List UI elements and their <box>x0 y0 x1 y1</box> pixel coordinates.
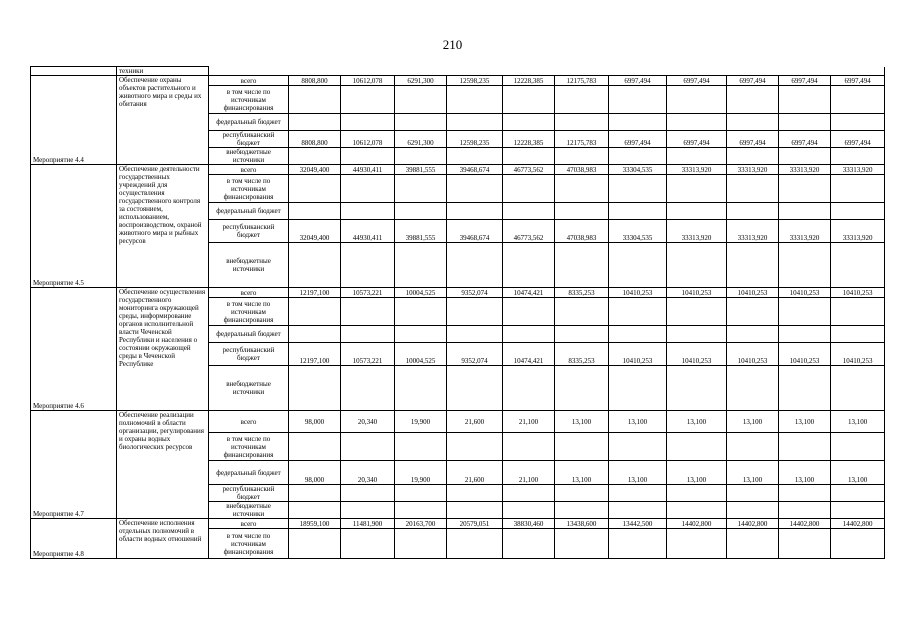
value-cell: 33313,920 <box>779 220 831 243</box>
value-cell: 10410,253 <box>831 343 885 366</box>
value-cell <box>667 298 727 326</box>
value-cell <box>555 114 609 131</box>
value-cell <box>609 529 667 559</box>
value-cell: 46773,562 <box>503 220 555 243</box>
source-label-cell: всего <box>209 76 289 86</box>
value-cell: 6997,494 <box>779 76 831 86</box>
value-cell: 13,100 <box>667 461 727 485</box>
value-cell <box>609 86 667 114</box>
value-cell <box>341 502 395 519</box>
value-cell <box>609 326 667 343</box>
value-cell <box>831 366 885 411</box>
carry-over-row <box>31 67 885 76</box>
value-cell <box>727 86 779 114</box>
value-cell: 33313,920 <box>727 165 779 175</box>
value-cell <box>667 502 727 519</box>
value-cell: 10410,253 <box>831 288 885 298</box>
value-cell: 32049,400 <box>289 220 341 243</box>
value-cell: 12197,100 <box>289 288 341 298</box>
value-cell: 6997,494 <box>779 131 831 148</box>
value-cell <box>341 298 395 326</box>
value-cell <box>555 485 609 502</box>
source-label-cell: в том числе по источникам финансирования <box>209 86 289 114</box>
value-cell: 33304,535 <box>609 220 667 243</box>
value-cell: 13,100 <box>779 411 831 433</box>
value-cell: 33313,920 <box>831 220 885 243</box>
value-cell <box>727 114 779 131</box>
value-cell: 8335,253 <box>555 288 609 298</box>
value-cell <box>447 529 503 559</box>
source-label-cell: в том числе по источникам финансирования <box>209 433 289 461</box>
value-cell: 20,340 <box>341 461 395 485</box>
value-cell: 20,340 <box>341 411 395 433</box>
value-cell: 6291,300 <box>395 131 447 148</box>
value-cell: 6997,494 <box>831 76 885 86</box>
value-cell: 12175,783 <box>555 131 609 148</box>
value-cell <box>289 502 341 519</box>
page-number: 210 <box>442 37 463 52</box>
value-cell: 38830,460 <box>503 519 555 529</box>
value-cell <box>341 366 395 411</box>
source-label-cell: федеральный бюджет <box>209 114 289 131</box>
value-cell: 12228,385 <box>503 76 555 86</box>
value-cell <box>341 203 395 220</box>
value-cell <box>831 502 885 519</box>
value-cell <box>341 326 395 343</box>
event-name-cell: Мероприятие 4.6 <box>31 288 117 411</box>
value-cell <box>727 298 779 326</box>
value-cell: 20163,700 <box>395 519 447 529</box>
value-cell: 10612,078 <box>341 76 395 86</box>
value-cell <box>831 529 885 559</box>
budget-row-total <box>31 288 885 298</box>
value-cell: 8808,800 <box>289 131 341 148</box>
budget-table <box>30 66 885 559</box>
value-cell <box>667 529 727 559</box>
value-cell: 32049,400 <box>289 165 341 175</box>
value-cell <box>341 529 395 559</box>
value-cell <box>609 485 667 502</box>
value-cell <box>289 148 341 165</box>
value-cell <box>289 114 341 131</box>
value-cell <box>667 366 727 411</box>
value-cell <box>447 366 503 411</box>
value-cell: 33313,920 <box>779 165 831 175</box>
value-cell <box>503 366 555 411</box>
value-cell: 13,100 <box>779 461 831 485</box>
value-cell: 21,600 <box>447 411 503 433</box>
source-label-cell: внебюджетные источники <box>209 243 289 288</box>
value-cell <box>667 243 727 288</box>
activity-cell: Обеспечение исполнения отдельных полномочий в области водных отношений <box>117 519 209 559</box>
value-cell <box>727 433 779 461</box>
activity-cell: Обеспечение деятельности государственных учреждений для осуществления государственного контроля за состоянием, использованием, воспроизводством, охраной животного мира и рыбных ресурсов <box>117 165 209 288</box>
value-cell <box>555 326 609 343</box>
value-cell: 98,000 <box>289 411 341 433</box>
source-label-cell: федеральный бюджет <box>209 461 289 485</box>
value-cell <box>779 529 831 559</box>
source-label-cell: всего <box>209 519 289 529</box>
value-cell: 10004,525 <box>395 288 447 298</box>
value-cell <box>831 485 885 502</box>
value-cell <box>395 485 447 502</box>
value-cell <box>503 326 555 343</box>
value-cell <box>289 366 341 411</box>
value-cell <box>667 203 727 220</box>
value-cell <box>289 529 341 559</box>
value-cell <box>447 203 503 220</box>
source-label-cell: республиканский бюджет <box>209 343 289 366</box>
value-cell: 6997,494 <box>667 131 727 148</box>
value-cell: 13,100 <box>727 461 779 485</box>
value-cell <box>727 243 779 288</box>
value-cell: 10573,221 <box>341 343 395 366</box>
value-cell: 13,100 <box>555 461 609 485</box>
value-cell <box>395 502 447 519</box>
value-cell <box>341 243 395 288</box>
value-cell <box>667 433 727 461</box>
value-cell <box>289 326 341 343</box>
value-cell <box>727 485 779 502</box>
value-cell <box>503 298 555 326</box>
value-cell: 6997,494 <box>667 76 727 86</box>
value-cell <box>727 366 779 411</box>
event-name-cell: Мероприятие 4.7 <box>31 411 117 519</box>
value-cell <box>395 243 447 288</box>
value-cell <box>341 433 395 461</box>
value-cell <box>555 298 609 326</box>
value-cell: 6997,494 <box>727 131 779 148</box>
value-cell: 13,100 <box>667 411 727 433</box>
value-cell <box>609 175 667 203</box>
value-cell <box>831 433 885 461</box>
value-cell <box>395 114 447 131</box>
value-cell <box>609 203 667 220</box>
value-cell: 44930,411 <box>341 165 395 175</box>
value-cell <box>395 86 447 114</box>
value-cell <box>555 502 609 519</box>
value-cell <box>289 298 341 326</box>
value-cell <box>503 203 555 220</box>
source-label-cell: республиканский бюджет <box>209 220 289 243</box>
value-cell <box>609 366 667 411</box>
value-cell: 33313,920 <box>831 165 885 175</box>
value-cell <box>555 433 609 461</box>
value-cell: 13,100 <box>831 411 885 433</box>
source-label-cell: в том числе по источникам финансирования <box>209 175 289 203</box>
event-name-cell: Мероприятие 4.5 <box>31 165 117 288</box>
activity-cell: Обеспечение охраны объектов растительного и животного мира и среды их обитания <box>117 76 209 165</box>
value-cell <box>289 175 341 203</box>
value-cell <box>289 433 341 461</box>
value-cell <box>609 114 667 131</box>
value-cell <box>727 175 779 203</box>
event-cell <box>31 67 117 76</box>
value-cell: 21,600 <box>447 461 503 485</box>
value-cell: 10410,253 <box>667 343 727 366</box>
event-name-cell: Мероприятие 4.8 <box>31 519 117 559</box>
value-cell: 19,900 <box>395 461 447 485</box>
value-cell: 13,100 <box>727 411 779 433</box>
value-cell <box>341 485 395 502</box>
value-cell <box>395 175 447 203</box>
source-label-cell: республиканский бюджет <box>209 131 289 148</box>
value-cell: 13,100 <box>555 411 609 433</box>
value-cell: 10410,253 <box>609 288 667 298</box>
value-cell <box>555 86 609 114</box>
source-label-cell: федеральный бюджет <box>209 326 289 343</box>
value-cell: 6997,494 <box>609 131 667 148</box>
value-cell <box>341 114 395 131</box>
value-cell: 13,100 <box>609 461 667 485</box>
activity-cell: техники <box>117 67 209 76</box>
value-cell <box>727 502 779 519</box>
value-cell: 10573,221 <box>341 288 395 298</box>
value-cell <box>503 529 555 559</box>
value-cell: 12598,235 <box>447 76 503 86</box>
value-cell: 10474,421 <box>503 343 555 366</box>
value-cell <box>395 366 447 411</box>
value-cell <box>447 326 503 343</box>
value-cell <box>395 529 447 559</box>
value-cell <box>289 485 341 502</box>
value-cell <box>289 203 341 220</box>
value-cell <box>779 366 831 411</box>
value-cell <box>555 175 609 203</box>
value-cell <box>779 433 831 461</box>
value-cell: 18959,100 <box>289 519 341 529</box>
value-cell: 13442,500 <box>609 519 667 529</box>
value-cell <box>779 243 831 288</box>
value-cell <box>609 243 667 288</box>
budget-row-total <box>31 519 885 529</box>
value-cell <box>667 485 727 502</box>
value-cell: 14402,800 <box>831 519 885 529</box>
value-cell <box>779 86 831 114</box>
value-cell: 10004,525 <box>395 343 447 366</box>
value-cell <box>447 114 503 131</box>
value-cell <box>831 86 885 114</box>
value-cell: 11481,900 <box>341 519 395 529</box>
value-cell <box>447 298 503 326</box>
value-cell <box>555 529 609 559</box>
value-cell <box>667 86 727 114</box>
value-cell <box>555 366 609 411</box>
value-cell: 10410,253 <box>779 288 831 298</box>
value-cell <box>779 326 831 343</box>
value-cell <box>447 243 503 288</box>
value-cell <box>667 326 727 343</box>
value-cell: 13438,600 <box>555 519 609 529</box>
value-cell: 6291,300 <box>395 76 447 86</box>
value-cell: 13,100 <box>609 411 667 433</box>
value-cell <box>831 298 885 326</box>
activity-cell: Обеспечение реализации полномочий в области организации, регулирования и охраны водных биологических ресурсов <box>117 411 209 519</box>
value-cell <box>555 243 609 288</box>
value-cell <box>831 114 885 131</box>
value-cell <box>341 86 395 114</box>
source-label-cell: внебюджетные источники <box>209 366 289 411</box>
value-cell <box>395 203 447 220</box>
empty-cell <box>209 67 885 76</box>
value-cell <box>609 298 667 326</box>
value-cell <box>667 175 727 203</box>
budget-row-total <box>31 165 885 175</box>
event-name-cell: Мероприятие 4.4 <box>31 76 117 165</box>
value-cell <box>609 502 667 519</box>
value-cell: 10410,253 <box>667 288 727 298</box>
value-cell <box>831 326 885 343</box>
value-cell: 39881,555 <box>395 165 447 175</box>
value-cell: 6997,494 <box>831 131 885 148</box>
value-cell <box>727 326 779 343</box>
value-cell <box>503 114 555 131</box>
value-cell: 39468,674 <box>447 165 503 175</box>
value-cell <box>289 243 341 288</box>
value-cell: 10410,253 <box>727 288 779 298</box>
value-cell: 19,900 <box>395 411 447 433</box>
value-cell: 6997,494 <box>727 76 779 86</box>
value-cell: 44930,411 <box>341 220 395 243</box>
value-cell: 8808,800 <box>289 76 341 86</box>
value-cell: 12197,100 <box>289 343 341 366</box>
value-cell <box>779 114 831 131</box>
value-cell <box>667 114 727 131</box>
value-cell <box>395 433 447 461</box>
value-cell <box>609 148 667 165</box>
source-label-cell: всего <box>209 411 289 433</box>
value-cell: 10612,078 <box>341 131 395 148</box>
source-label-cell: всего <box>209 288 289 298</box>
value-cell: 14402,800 <box>727 519 779 529</box>
value-cell: 12598,235 <box>447 131 503 148</box>
value-cell: 33313,920 <box>727 220 779 243</box>
value-cell <box>779 485 831 502</box>
value-cell: 47038,983 <box>555 165 609 175</box>
value-cell <box>503 485 555 502</box>
value-cell: 10410,253 <box>779 343 831 366</box>
value-cell: 33313,920 <box>667 165 727 175</box>
value-cell: 39881,555 <box>395 220 447 243</box>
value-cell <box>503 502 555 519</box>
value-cell <box>447 86 503 114</box>
value-cell <box>447 433 503 461</box>
value-cell: 6997,494 <box>609 76 667 86</box>
value-cell <box>727 148 779 165</box>
value-cell <box>831 148 885 165</box>
value-cell <box>831 203 885 220</box>
value-cell <box>727 529 779 559</box>
value-cell: 12228,385 <box>503 131 555 148</box>
value-cell <box>727 203 779 220</box>
value-cell <box>667 148 727 165</box>
value-cell: 9352,074 <box>447 288 503 298</box>
value-cell <box>447 175 503 203</box>
source-label-cell: всего <box>209 165 289 175</box>
value-cell <box>503 175 555 203</box>
value-cell <box>503 433 555 461</box>
value-cell: 21,100 <box>503 411 555 433</box>
value-cell <box>831 175 885 203</box>
value-cell <box>779 175 831 203</box>
value-cell: 46773,562 <box>503 165 555 175</box>
value-cell <box>395 148 447 165</box>
value-cell <box>289 86 341 114</box>
budget-row-total <box>31 411 885 433</box>
value-cell <box>503 243 555 288</box>
value-cell <box>447 485 503 502</box>
value-cell: 21,100 <box>503 461 555 485</box>
value-cell <box>341 175 395 203</box>
value-cell: 13,100 <box>831 461 885 485</box>
value-cell: 14402,800 <box>779 519 831 529</box>
value-cell <box>609 433 667 461</box>
activity-cell: Обеспечение осуществления государственного мониторинга окружающей среды, информирование органов исполнительной власти Чеченской Республики и населения о состоянии окружающей среды в Чеченской Республике <box>117 288 209 411</box>
source-label-cell: республиканский бюджет <box>209 485 289 502</box>
value-cell: 14402,800 <box>667 519 727 529</box>
value-cell: 12175,783 <box>555 76 609 86</box>
value-cell <box>341 148 395 165</box>
value-cell: 8335,253 <box>555 343 609 366</box>
value-cell <box>503 86 555 114</box>
value-cell <box>779 502 831 519</box>
value-cell: 33304,535 <box>609 165 667 175</box>
value-cell <box>779 298 831 326</box>
value-cell <box>395 298 447 326</box>
source-label-cell: внебюджетные источники <box>209 148 289 165</box>
value-cell <box>447 502 503 519</box>
value-cell: 47038,983 <box>555 220 609 243</box>
value-cell <box>395 326 447 343</box>
value-cell <box>555 203 609 220</box>
source-label-cell: в том числе по источникам финансирования <box>209 529 289 559</box>
source-label-cell: федеральный бюджет <box>209 203 289 220</box>
value-cell <box>831 243 885 288</box>
value-cell <box>447 148 503 165</box>
value-cell: 10410,253 <box>727 343 779 366</box>
source-label-cell: в том числе по источникам финансирования <box>209 298 289 326</box>
value-cell: 10410,253 <box>609 343 667 366</box>
value-cell <box>779 148 831 165</box>
source-label-cell: внебюджетные источники <box>209 502 289 519</box>
value-cell: 33313,920 <box>667 220 727 243</box>
value-cell: 9352,074 <box>447 343 503 366</box>
value-cell: 39468,674 <box>447 220 503 243</box>
value-cell <box>555 148 609 165</box>
value-cell <box>503 148 555 165</box>
value-cell: 98,000 <box>289 461 341 485</box>
value-cell: 10474,421 <box>503 288 555 298</box>
value-cell: 20579,051 <box>447 519 503 529</box>
value-cell <box>779 203 831 220</box>
budget-row-total <box>31 76 885 86</box>
